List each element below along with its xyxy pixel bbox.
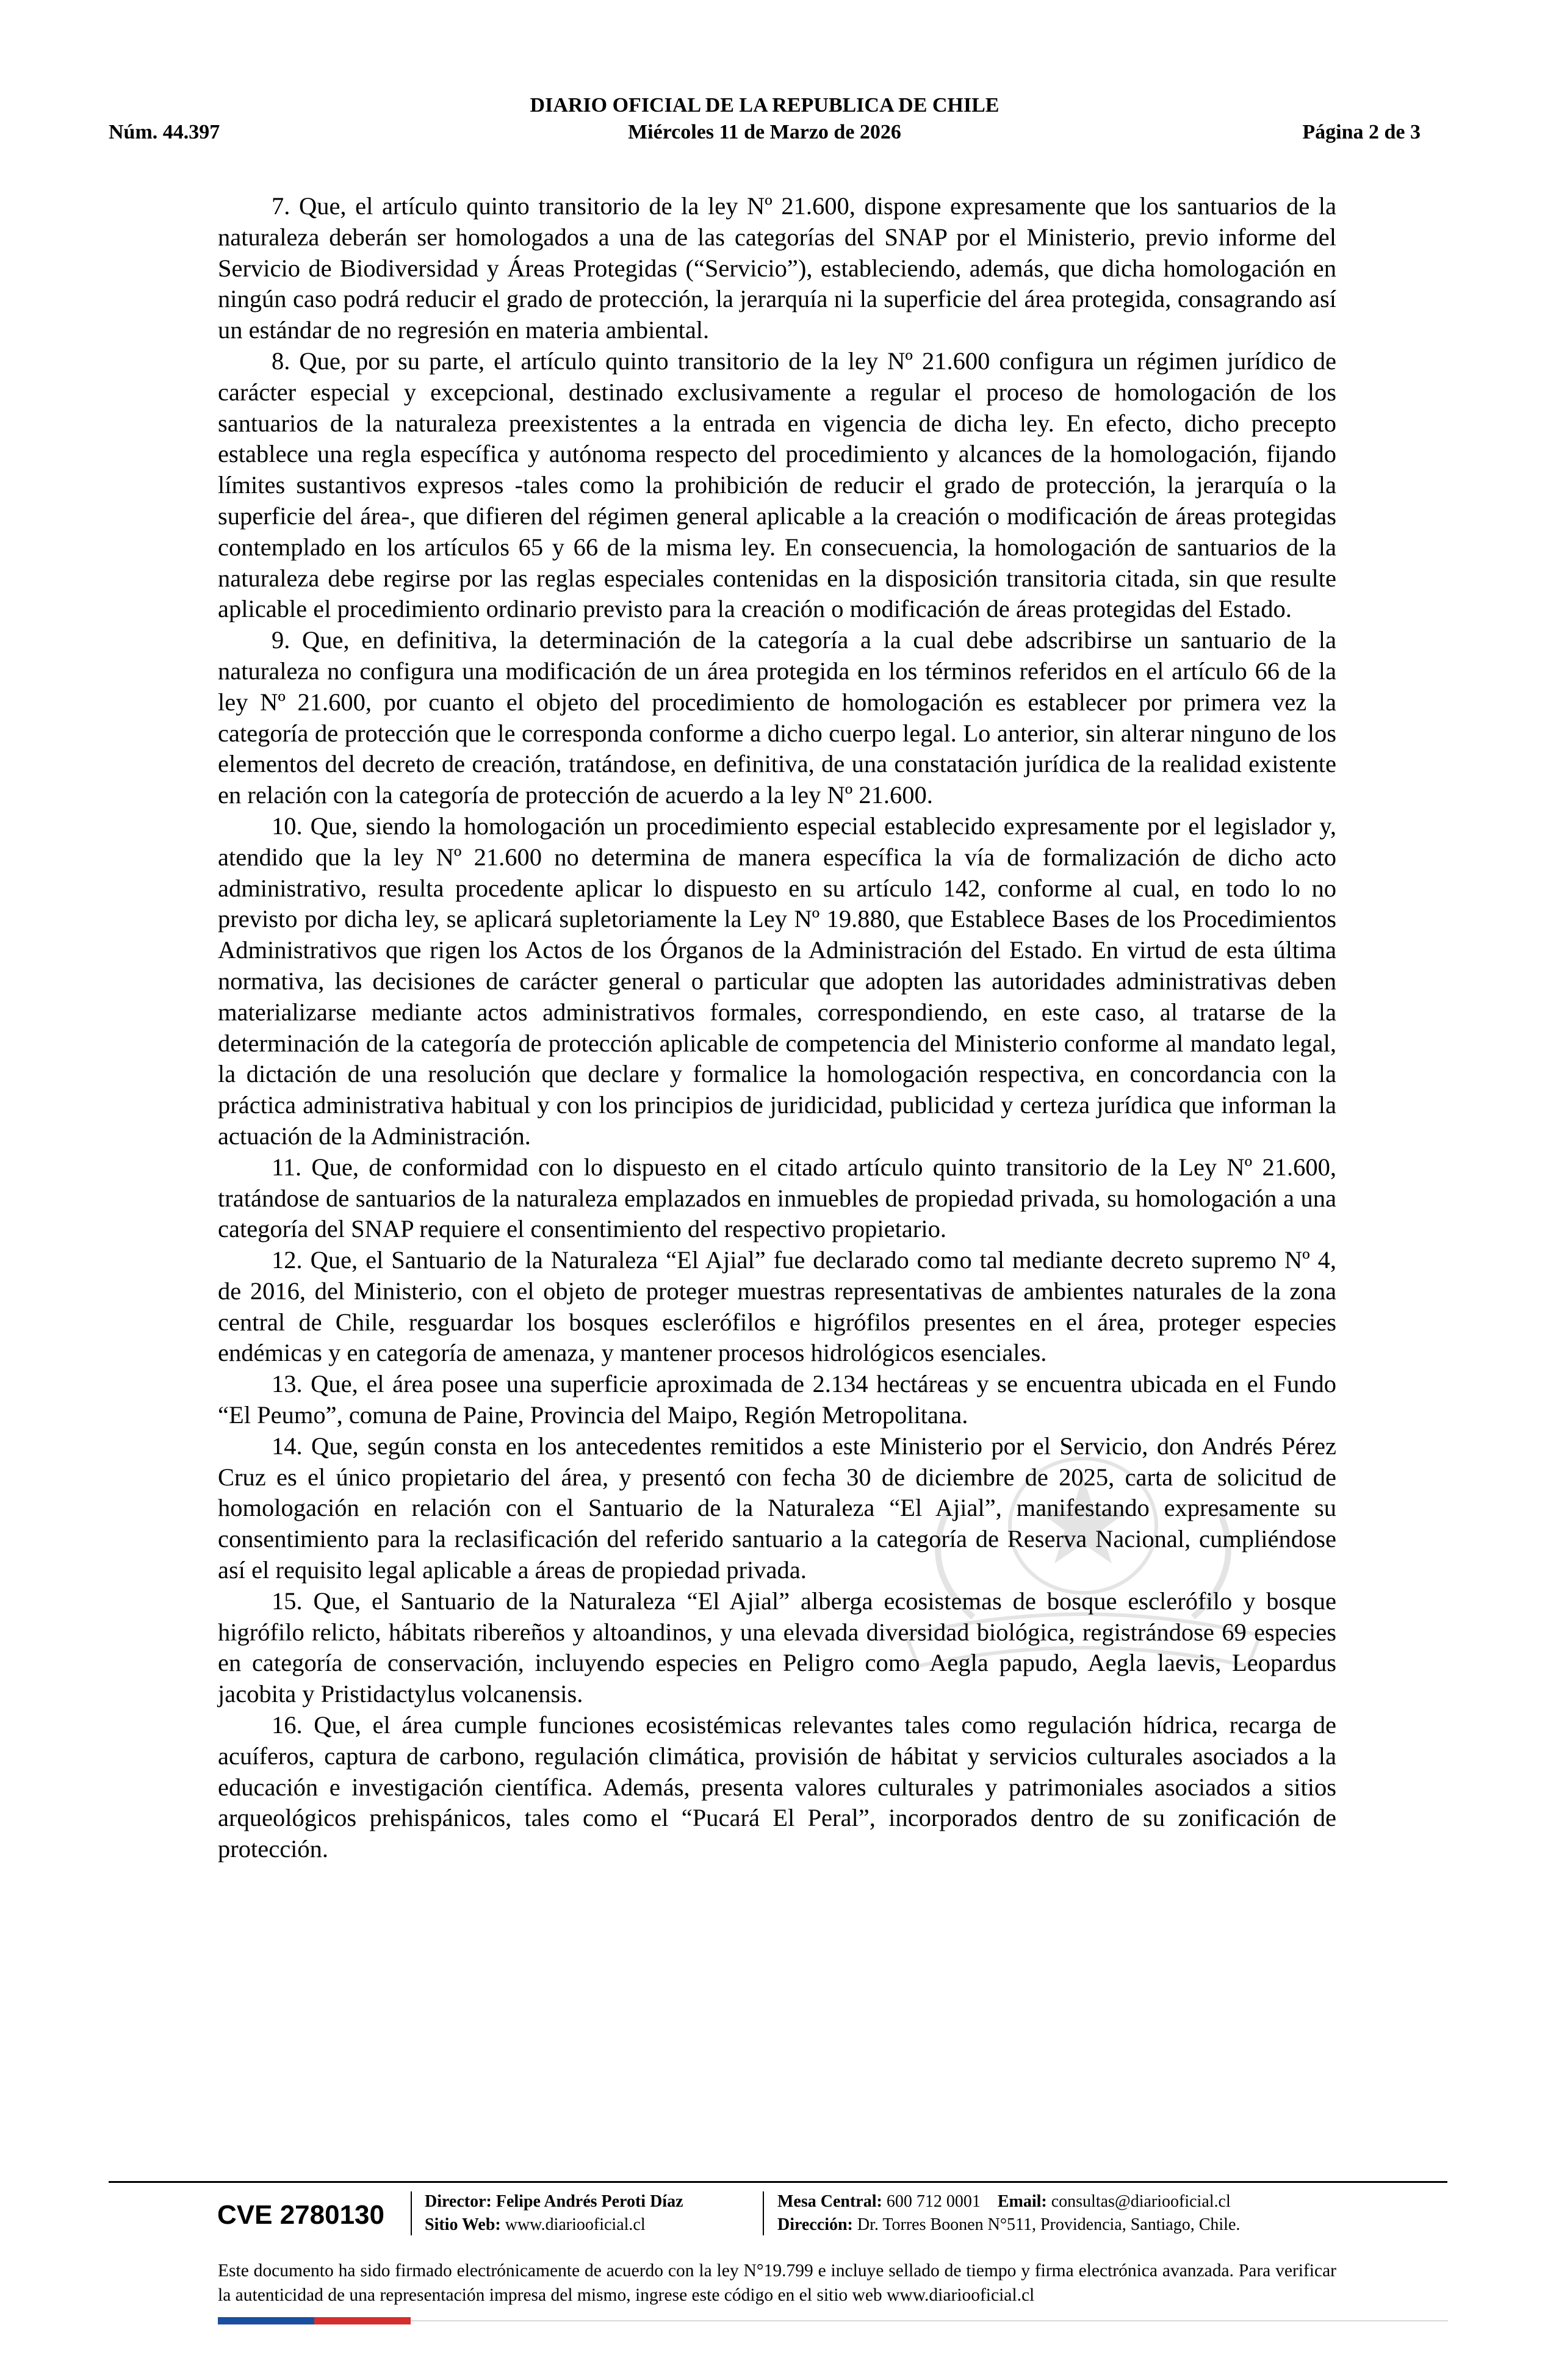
paragraph-9: 9. Que, en definitiva, la determinación de la categoría a la cual debe adscribirse un santuario de la naturaleza no configura una modificación de un área protegida en los términos referidos en el artículo 66 de la ley Nº 21.600, por cuanto el objeto del procedimiento de homologación es establecer por primera vez la categoría de protección que le corresponda conforme a dicho cuerpo legal. Lo anterior, sin alterar ninguno de los elementos del decreto de creación, tratándose, en definitiva, de una constatación jurídica de la realidad existente en relación con la categoría de protección de acuerdo a la ley Nº 21.600. [218,626,1336,809]
footer-director-column [425,2190,683,2237]
paragraph-10: 10. Que, siendo la homologación un procedimiento especial establecido expresamente por el legislador y, atendido que la ley Nº 21.600 no determina de manera específica la vía de formalización de dicho acto administrativo, resulta procedente aplicar lo dispuesto en su artículo 142, conforme al cual, en todo lo no previsto por dicha ley, se aplicará supletoriamente la Ley Nº 19.880, que Establece Bases de los Procedimientos Administrativos que rigen los Actos de los Órganos de la Administración del Estado. En virtud de esta última normativa, las decisiones de carácter general o particular que adopten las autoridades administrativas deben materializarse mediante actos administrativos formales, correspondiendo, en este caso, al tratarse de la determinación de la categoría de protección aplicable de competencia del Ministerio conforme al mandato legal, la dictación de una resolución que declare y formalice la homologación respectiva, en concordancia con la práctica administrativa habitual y con los principios de juridicidad, publicidad y certeza jurídica que informan la actuación de la Administración. [218,812,1336,1150]
paragraph-8: 8. Que, por su parte, el artículo quinto transitorio de la ley Nº 21.600 configura un régimen jurídico de carácter especial y excepcional, destinado exclusivamente a regular el proceso de homologación de los santuarios de la naturaleza preexistentes a la entrada en vigencia de dicha ley. En efecto, dicho precepto establece una regla específica y autónoma respecto del procedimiento y alcances de la homologación, fijando límites sustantivos expresos -tales como la prohibición de reducir el grado de protección, la jerarquía o la superficie del área-, que difieren del régimen general aplicable a la creación o modificación de áreas protegidas contemplado en los artículos 65 y 66 de la misma ley. En consecuencia, la homologación de santuarios de la naturaleza debe regirse por las reglas especiales contenidas en la disposición transitoria citada, sin que resulte aplicable el procedimiento ordinario previsto para la creación o modificación de áreas protegidas del Estado. [218,347,1336,623]
footer [109,2188,1447,2243]
footer-separator [763,2191,764,2235]
page-number: Página 2 de 3 [1302,121,1421,143]
footer-divider [109,2181,1447,2183]
direccion-label: Dirección: [777,2215,853,2234]
newspaper-title: DIARIO OFICIAL DE LA REPUBLICA DE CHILE [530,94,1000,117]
paragraph-7: 7. Que, el artículo quinto transitorio de la ley Nº 21.600, dispone expresamente que los santuarios de la naturaleza deberán ser homologados a una de las categorías del SNAP por el Ministerio, previo informe del Servicio de Biodiversidad y Áreas Protegidas (“Servicio”), estableciendo, además, que dicha homologación en ningún caso podrá reducir el grado de protección, la jerarquía ni la superficie del área protegida, consagrando así un estándar de no regresión en materia ambiental. [218,192,1336,344]
sitio-web-label: Sitio Web: [425,2215,501,2234]
bottom-rule [411,2320,1448,2321]
direccion-value: Dr. Torres Boonen N°511, Providencia, Santiago, Chile. [857,2215,1241,2234]
paragraph-12: 12. Que, el Santuario de la Naturaleza “El Ajial” fue declarado como tal mediante decreto supremo Nº 4, de 2016, del Ministerio, con el objeto de proteger muestras representativas de ambientes naturales de la zona central de Chile, resguardar los bosques esclerófilos e higrófilos presentes en el área, proteger especies endémicas y en categoría de amenaza, y mantener procesos hidrológicos esenciales. [218,1246,1336,1367]
flag-stripe-blue [218,2317,314,2324]
signature-disclaimer: Este documento ha sido firmado electrónicamente de acuerdo con la ley N°19.799 e incluye sellado de tiempo y firma electrónica avanzada. Para verificar la autenticidad de una representación impresa del mismo, ingrese este código en el sitio web www.diariooficial.cl [218,2261,1336,2305]
email-link[interactable]: consultas@diariooficial.cl [1051,2192,1231,2211]
footer-separator [411,2191,412,2235]
footer-contact-column [777,2190,1240,2237]
mesa-central-value: 600 712 0001 [886,2192,981,2211]
email-label: Email: [997,2192,1047,2211]
paragraph-14: 14. Que, según consta en los antecedentes remitidos a este Ministerio por el Servicio, don Andrés Pérez Cruz es el único propietario del área, y presentó con fecha 30 de diciembre de 2025, carta de solicitud de homologación en relación con el Santuario de la Naturaleza “El Ajial”, manifestando expresamente su consentimiento para la reclasificación del referido santuario a la categoría de Reserva Nacional, cumpliéndose así el requisito legal aplicable a áreas de propiedad privada. [218,1432,1336,1584]
sitio-web-link[interactable]: www.diariooficial.cl [505,2215,646,2234]
page-header [109,93,1421,148]
document-body [218,191,1336,1865]
paragraph-13: 13. Que, el área posee una superficie aproximada de 2.134 hectáreas y se encuentra ubicada en el Fundo “El Peumo”, comuna de Paine, Provincia del Maipo, Región Metropolitana. [218,1370,1336,1429]
cve-code: CVE 2780130 [217,2200,384,2230]
paragraph-16: 16. Que, el área cumple funciones ecosistémicas relevantes tales como regulación hídrica, recarga de acuíferos, captura de carbono, regulación climática, provisión de hábitat y servicios culturales asociados a la educación e investigación científica. Además, presenta valores culturales y patrimoniales asociados a sitios arqueológicos prehispánicos, tales como el “Pucará El Peral”, incorporados dentro de su zonificación de protección. [218,1711,1336,1863]
mesa-central-label: Mesa Central: [777,2192,882,2211]
flag-stripe-red [314,2317,411,2324]
paragraph-15: 15. Que, el Santuario de la Naturaleza “El Ajial” alberga ecosistemas de bosque esclerófilo y bosque higrófilo relicto, hábitats ribereños y altoandinos, y una elevada diversidad biológica, registrándose 69 especies en categoría de conservación, incluyendo especies en Peligro como Aegla papudo, Aegla laevis, Leopardus jacobita y Pristidactylus volcanensis. [218,1587,1336,1708]
director-label: Director: Felipe Andrés Peroti Díaz [425,2192,683,2211]
issue-number: Núm. 44.397 [109,121,220,143]
paragraph-11: 11. Que, de conformidad con lo dispuesto en el citado artículo quinto transitorio de la Ley Nº 21.600, tratándose de santuarios de la naturaleza emplazados en inmuebles de propiedad privada, su homologación a una categoría del SNAP requiere el consentimiento del respectivo propietario. [218,1153,1336,1243]
issue-date: Miércoles 11 de Marzo de 2026 [628,121,901,143]
